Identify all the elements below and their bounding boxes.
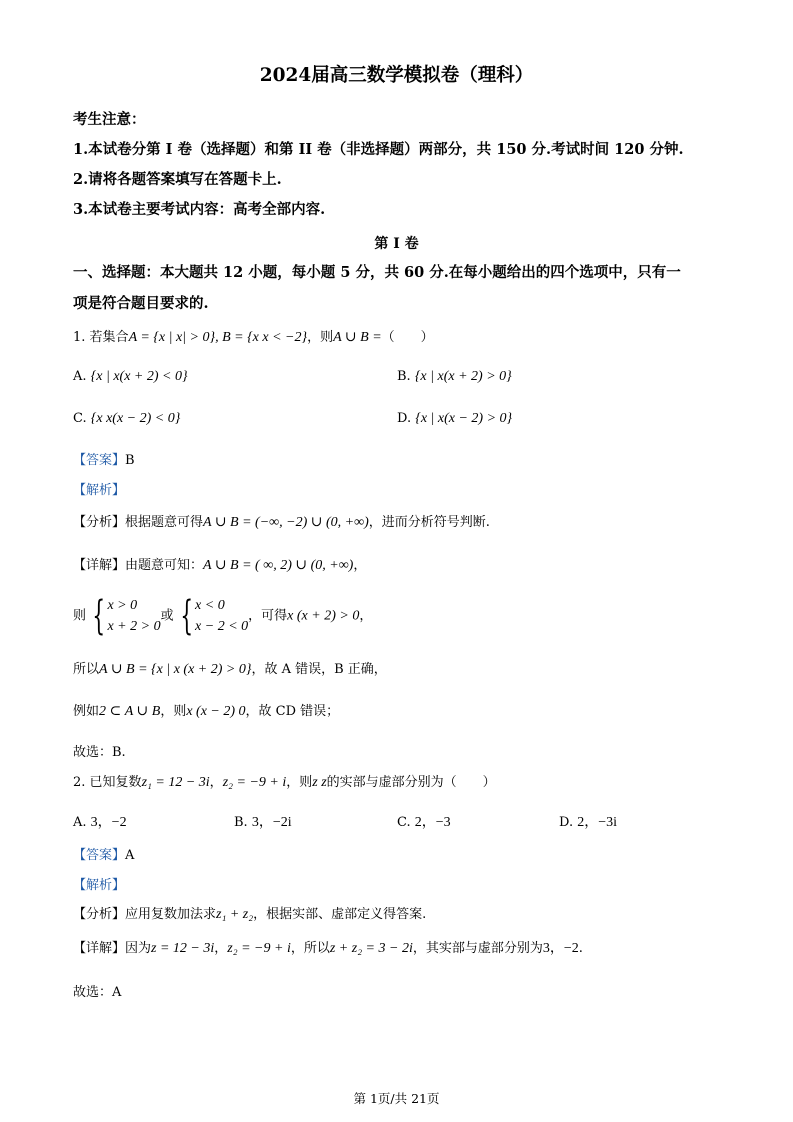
q2-option-d-label: D. [559,815,574,830]
q2-detail-z1: z = 12 − 3i [151,941,215,956]
q2-analysis-tag: 【解析】 [73,878,126,893]
q2-detail [73,940,583,958]
q1-sys1-row2: x + 2 > 0 [107,618,161,634]
q1-system-2: { x < 0 x − 2 < 0 [179,592,249,639]
q2-option-b-label: B. [234,815,248,830]
q1-option-d[interactable] [397,410,512,428]
q2-z2: z₂ = −9 + i [222,775,287,790]
q1-fenxi-post: ，进而分析符号判断. [368,515,490,530]
q2-option-c-math: 2，−3 [414,815,451,830]
q2-detail-end: . [578,941,583,956]
q1-detail-math: A ∪ B = ( ∞, 2) ∪ (0, +∞) [203,558,354,573]
q1-obtain-comma: ， [359,608,373,624]
q1-option-d-label: D. [397,411,412,426]
q1-eg-math: 2 ⊂ A ∪ B [99,704,161,719]
q1-analysis-tag: 【解析】 [73,483,126,498]
instruction-line-2: 项是符合题目要求的. [73,295,209,312]
q1-example [73,703,339,721]
q1-answer-value: B [125,453,135,468]
q2-fenxi-post: ，根据实部、虚部定义得答案. [253,907,427,922]
notice-item-1: 1.本试卷分第 I 卷（选择题）和第 II 卷（非选择题）两部分，共 150 分.考试时间 120 分钟. [73,141,684,158]
q2-answer-tag: 【答案】 [73,848,126,863]
q2-option-b[interactable] [234,814,292,832]
q2-fenxi-pre: 应用复数加法求 [125,907,217,922]
q2-sep: ， [209,775,223,790]
q1-conclude: 故选：B. [73,745,126,760]
q2-fenxi-math: z₁ + z₂ [216,907,254,922]
q2-number: 2. [73,775,86,790]
q1-fenxi-pre: 根据题意可得 [125,515,204,530]
q2-detail-tag: 【详解】 [73,941,126,956]
q2-option-a-math: 3，−2 [90,815,127,830]
q1-so-post: ，故 A 错误，B 正确， [251,662,387,677]
q2-detail-post: ，其实部与虚部分别为 [412,941,543,956]
q1-option-c[interactable] [73,410,180,428]
q1-answer-tag: 【答案】 [73,453,126,468]
q2-answer-value: A [125,848,135,863]
q1-option-c-math: {x x(x − 2) < 0} [90,411,181,426]
q1-option-a-math: {x | x(x + 2) < 0} [90,369,188,384]
q2-option-c[interactable] [397,814,451,832]
notice-heading: 考生注意： [73,111,146,128]
q1-detail [73,557,366,575]
section-title: 第 I 卷 [374,236,419,252]
q1-obtain-math: x (x + 2) > 0 [287,608,360,624]
q1-sets-math: A = {x | x| > 0}, B = {x x < −2} [128,330,308,345]
q2-detail-sum: z + z₂ = 3 − 2i [329,941,413,956]
q1-option-b-math: {x | x(x + 2) > 0} [414,369,512,384]
q1-detail-pre: 由题意可知： [125,558,204,573]
q1-so-pre: 所以 [73,662,100,677]
q1-answer [73,452,135,470]
q1-so [73,661,387,679]
q2-detail-vals: 3，−2 [542,941,579,956]
q1-system-1: { x > 0 x + 2 > 0 [92,592,161,639]
q1-sys2-row2: x − 2 < 0 [195,618,249,634]
q1-option-d-math: {x | x(x − 2) > 0} [415,411,513,426]
q1-fenxi [73,514,490,532]
q1-sys1-row1: x > 0 [107,597,138,613]
q1-option-a[interactable] [73,368,188,386]
q2-conclude: 故选：A [73,985,122,1000]
q1-fenxi-math: A ∪ B = (−∞, −2) ∪ (0, +∞) [203,515,369,530]
q1-system-line [73,594,372,638]
q1-stem-prefix: 若集合 [89,330,129,345]
q1-paren: （ ） [381,330,434,345]
q1-stem [73,329,434,347]
q1-option-a-label: A. [73,369,87,384]
q1-detail-comma: ， [353,558,367,573]
q1-stem-suffix: ，则 [307,330,334,345]
q2-fenxi-tag: 【分析】 [73,907,126,922]
page-footer: 第 1页/共 21页 [353,1091,440,1106]
q1-or: 或 [160,608,174,624]
q2-detail-z2: z₂ = −9 + i [227,941,291,956]
q1-eg-math2: x (x − 2) 0 [186,704,246,719]
q2-detail-pre: 因为 [125,941,152,956]
q1-option-b[interactable] [397,368,512,386]
q1-so-math: A ∪ B = {x | x (x + 2) > 0} [99,662,252,677]
q2-option-b-math: 3，−2i [251,815,292,830]
q1-obtain: ，可得 [248,608,288,624]
q2-option-a-label: A. [73,815,87,830]
q1-option-c-label: C. [73,411,87,426]
notice-item-3: 3.本试卷主要考试内容：高考全部内容. [73,201,326,218]
q2-stem-mid: ，则 [286,775,313,790]
q1-eg-pre: 例如 [73,704,100,719]
q1-option-b-label: B. [397,369,411,384]
exam-title: 2024届高三数学模拟卷（理科） [259,65,534,86]
q1-fenxi-tag: 【分析】 [73,515,126,530]
notice-item-2: 2.请将各题答案填写在答题卡上. [73,171,282,188]
q2-stem-math: z z [312,775,327,790]
q1-eg-mid: ，则 [160,704,187,719]
q2-stem-pre: 已知复数 [89,775,142,790]
q2-z1: z₁ = 12 − 3i [141,775,210,790]
q2-stem [73,774,496,792]
instruction-line-1: 一、选择题：本大题共 12 小题，每小题 5 分，共 60 分.在每小题给出的四个选项中，只有一 [73,264,681,281]
q1-then: 则 [73,608,87,624]
q2-option-d-math: 2，−3i [577,815,618,830]
q2-fenxi [73,906,426,924]
q2-option-d[interactable] [559,814,617,832]
q1-number: 1. [73,330,86,345]
q1-eg-post: ，故 CD 错误； [245,704,340,719]
q2-option-a[interactable] [73,814,127,832]
q1-detail-tag: 【详解】 [73,558,126,573]
q1-union-math: A ∪ B = [333,330,382,345]
q2-option-c-label: C. [397,815,411,830]
q2-detail-mid: ，所以 [290,941,330,956]
q2-stem-post: 的实部与虚部分别为（ ） [326,775,496,790]
q2-detail-sep: ， [214,941,228,956]
q2-answer [73,847,134,865]
q1-sys2-row1: x < 0 [195,597,225,613]
